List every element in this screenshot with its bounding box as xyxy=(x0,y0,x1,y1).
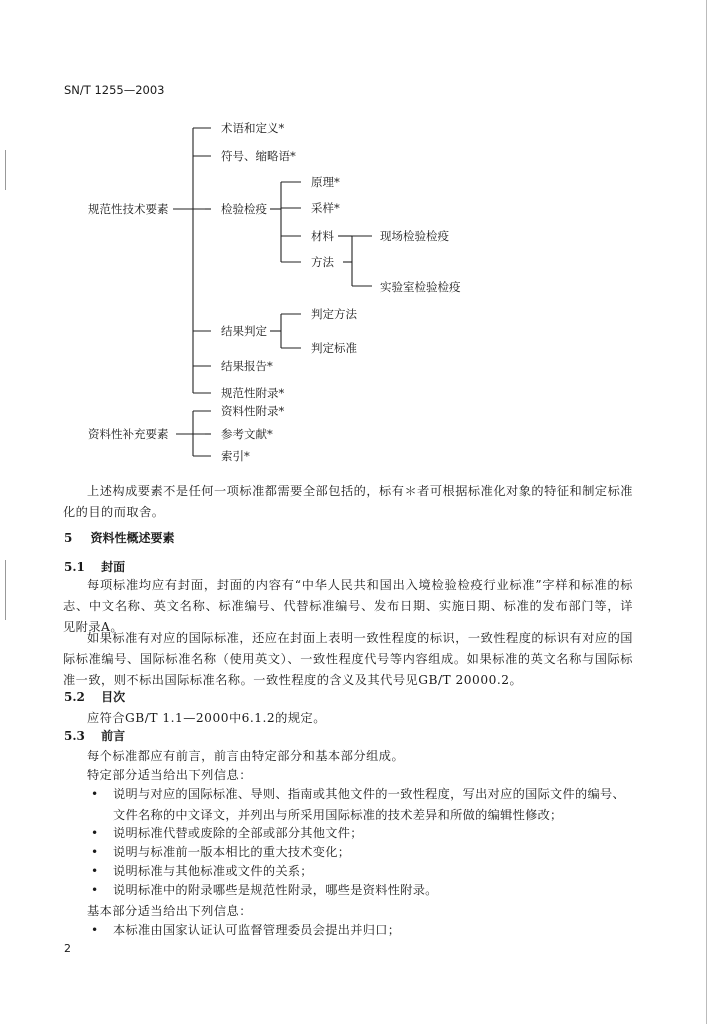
bullet-text: 说明标准代替或废除的全部或部分其他文件； xyxy=(113,826,363,840)
section-5-3-paragraph-3: 基本部分适当给出下列信息： xyxy=(87,904,252,918)
diagram-item-terms: 术语和定义* xyxy=(221,121,285,135)
section-5-1-title: 封面 xyxy=(101,560,126,574)
bullet-icon: • xyxy=(91,826,99,840)
diagram-item-symbols: 符号、缩略语* xyxy=(221,149,296,163)
diagram-item-materials: 材料 xyxy=(311,229,334,243)
section-5-1-paragraph-1: 每项标准均应有封面，封面的内容有“中华人民共和国出入境检验检疫行业标准”字样和标准的标志、中文名称、英文名称、标准编号、代替标准编号、发布日期、实施日期、标准的发布部门等，详见附录A。 xyxy=(63,578,633,634)
diagram-item-principle: 原理* xyxy=(311,175,340,189)
diagram-item-result-judgement: 结果判定 xyxy=(221,324,267,338)
section-5-heading xyxy=(64,530,175,546)
diagram-group-normative: 规范性技术要素 xyxy=(88,202,169,216)
section-5-title: 资料性概述要素 xyxy=(90,531,175,545)
diagram-item-onsite: 现场检验检疫 xyxy=(380,229,449,243)
section-5-1-paragraph-2: 如果标准有对应的国际标准，还应在封面上表明一致性程度的标识，一致性程度的标识有对应的国际标准编号、国际标准名称（使用英文）、一致性程度代号等内容组成。如果标准的英文名称与国际标准一致，则不标出国际标准名称。一致性程度的含义及其代号见GB/T 20000.2。 xyxy=(63,631,633,687)
section-5-3-paragraph-1: 每个标准都应有前言，前言由特定部分和基本部分组成。 xyxy=(87,749,405,763)
section-5-2-title: 目次 xyxy=(101,690,126,704)
diagram-item-index: 索引* xyxy=(221,449,250,463)
intro-paragraph: 上述构成要素不是任何一项标准都需要全部包括的，标有＊者可根据标准化对象的特征和制定标准化的目的而取舍。 xyxy=(63,484,633,519)
diagram-group-informative: 资料性补充要素 xyxy=(88,427,169,441)
section-5-3-title: 前言 xyxy=(101,729,126,743)
section-5-number: 5 xyxy=(64,531,73,545)
bullet-icon: • xyxy=(91,787,99,801)
section-5-3-paragraph-2: 特定部分适当给出下列信息： xyxy=(87,768,252,782)
page-number: 2 xyxy=(64,942,71,955)
section-5-3-number: 5.3 xyxy=(64,729,85,743)
section-5-2-heading xyxy=(64,689,125,705)
bullet-icon: • xyxy=(91,845,99,859)
diagram-item-references: 参考文献* xyxy=(221,427,273,441)
list-item xyxy=(91,784,636,826)
diagram-item-informative-annex: 资料性附录* xyxy=(221,404,285,418)
bullet-text: 本标准由国家认证认可监督管理委员会提出并归口； xyxy=(113,923,401,937)
section-5-2-paragraph: 应符合GB/T 1.1—2000中6.1.2的规定。 xyxy=(87,711,326,725)
bullet-text: 说明标准与其他标准或文件的关系； xyxy=(113,864,313,878)
bullet-text: 说明标准中的附录哪些是规范性附录，哪些是资料性附录。 xyxy=(113,883,438,897)
diagram-item-lab: 实验室检验检疫 xyxy=(380,280,461,294)
bullet-text: 说明与对应的国际标准、导则、指南或其他文件的一致性程度，写出对应的国际文件的编号、文件名称的中文译文，并列出与所采用国际标准的技术差异和所做的编辑性修改； xyxy=(113,787,625,822)
bullet-text: 说明与标准前一版本相比的重大技术变化； xyxy=(113,845,351,859)
section-5-1-heading xyxy=(64,559,125,575)
bullet-icon: • xyxy=(91,864,99,878)
standard-code: SN/T 1255—2003 xyxy=(64,83,165,97)
diagram-item-sampling: 采样* xyxy=(311,201,340,215)
diagram-item-normative-annex: 规范性附录* xyxy=(221,386,285,400)
section-5-3-heading xyxy=(64,728,125,744)
section-5-1-number: 5.1 xyxy=(64,560,85,574)
diagram-item-result-report: 结果报告* xyxy=(221,359,273,373)
bullet-icon: • xyxy=(91,923,99,937)
diagram-item-judge-standard: 判定标准 xyxy=(311,341,357,355)
section-5-2-number: 5.2 xyxy=(64,690,85,704)
diagram-item-inspection: 检验检疫 xyxy=(221,202,267,216)
diagram-item-method: 方法 xyxy=(311,255,334,269)
diagram-item-judge-method: 判定方法 xyxy=(311,307,357,321)
bullet-icon: • xyxy=(91,883,99,897)
